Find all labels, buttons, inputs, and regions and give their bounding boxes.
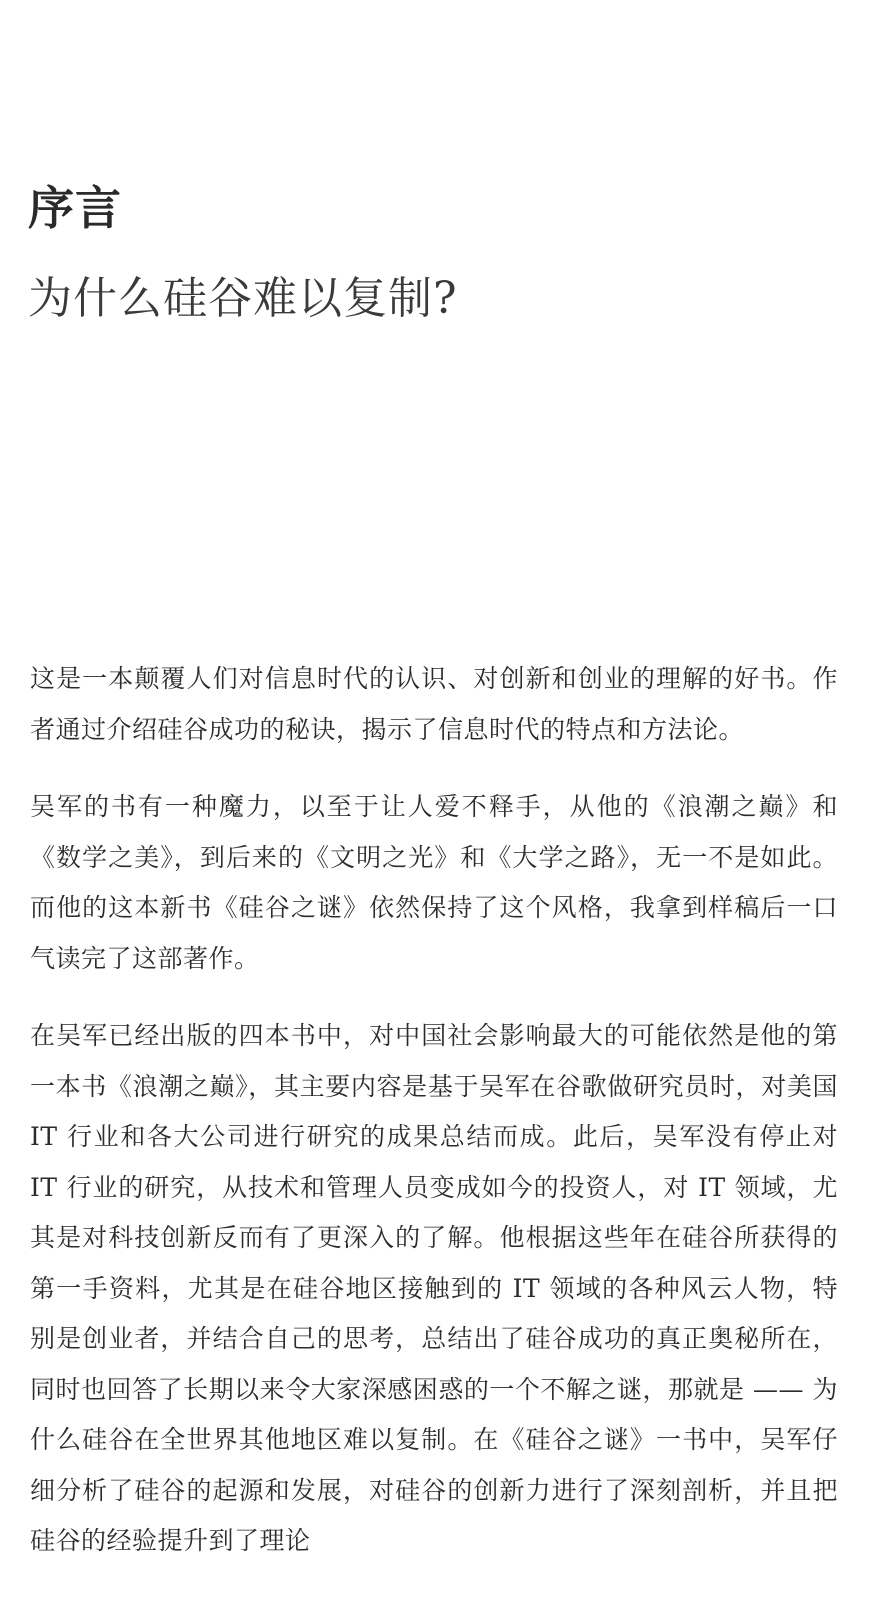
paragraph: 这是一本颠覆人们对信息时代的认识、对创新和创业的理解的好书。作者通过介绍硅谷成功的秘诀，揭示了信息时代的特点和方法论。	[30, 664, 838, 744]
paragraph: 吴军的书有一种魔力，以至于让人爱不释手，从他的《浪潮之巅》和《数学之美》，到后来的《文明之光》和《大学之路》，无一不是如此。而他的这本新书《硅谷之谜》依然保持了这个风格，我拿到样稿后一口气读完了这部著作。	[30, 792, 838, 973]
chapter-title: 为什么硅谷难以复制?	[28, 273, 458, 324]
paragraph: 在吴军已经出版的四本书中，对中国社会影响最大的可能依然是他的第一本书《浪潮之巅》，其主要内容是基于吴军在谷歌做研究员时，对美国 IT 行业和各大公司进行研究的成果总结而成。此后，吴军没有停止对 IT 行业的研究，从技术和管理人员变成如今的投资人，对 IT 领域，尤其是对科技创新反而有了更深入的了解。他根据这些年在硅谷所获得的第一手资料，尤其是在硅谷地区接触到的 IT 领域的各种风云人物，特别是创业者，并结合自己的思考，总结出了硅谷成功的真正奥秘所在，同时也回答了长期以来令大家深感困惑的一个不解之谜，那就是 —— 为什么硅谷在全世界其他地区难以复制。在《硅谷之谜》一书中，吴军仔细分析了硅谷的起源和发展，对硅谷的创新力进行了深刻剖析，并且把硅谷的经验提升到了理论	[30, 1021, 838, 1555]
chapter-label: 序言	[28, 181, 122, 235]
body-text	[30, 654, 838, 1594]
